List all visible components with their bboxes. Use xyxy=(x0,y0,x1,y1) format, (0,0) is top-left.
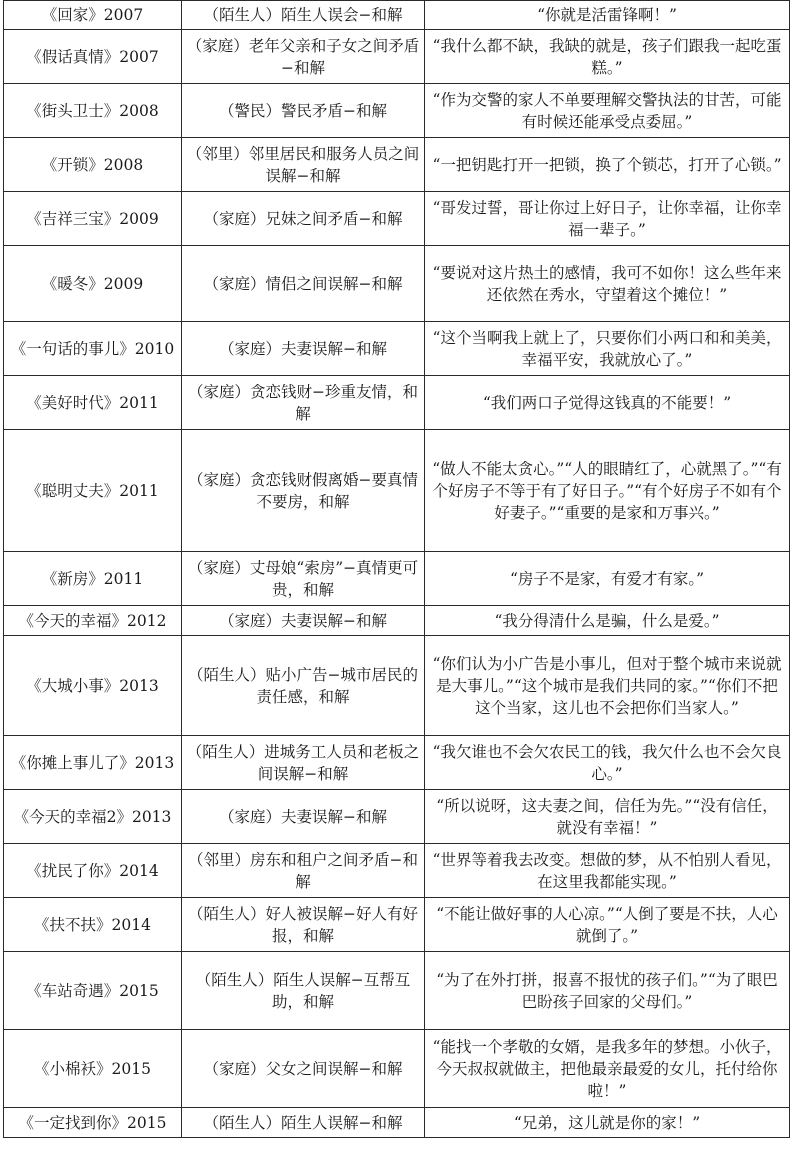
theme-cell: （家庭）夫妻误解−和解 xyxy=(182,790,425,844)
table-row xyxy=(4,322,790,376)
quote-cell: “做人不能太贪心。”“人的眼睛红了，心就黑了。”“有个好房子不等于有了好日子。”“有个好房子不如有个好妻子。”“重要的是家和万事兴。” xyxy=(425,430,790,552)
quote-cell: “你们认为小广告是小事儿，但对于整个城市来说就是大事儿。”“这个城市是我们共同的家。”“你们不把这个当家，这儿也不会把你们当家人。” xyxy=(425,636,790,736)
table-row xyxy=(4,606,790,636)
theme-cell: （家庭）老年父亲和子女之间矛盾−和解 xyxy=(182,30,425,84)
table-row xyxy=(4,1030,790,1108)
title-cell: 《开锁》2008 xyxy=(4,138,182,192)
table-row xyxy=(4,636,790,736)
table-row xyxy=(4,246,790,322)
theme-cell: （警民）警民矛盾−和解 xyxy=(182,84,425,138)
title-cell: 《小棉袄》2015 xyxy=(4,1030,182,1108)
theme-cell: （家庭）情侣之间误解−和解 xyxy=(182,246,425,322)
quote-cell: “哥发过誓，哥让你过上好日子，让你幸福，让你幸福一辈子。” xyxy=(425,192,790,246)
title-cell: 《今天的幸福》2012 xyxy=(4,606,182,636)
quote-cell: “我分得清什么是骗，什么是爱。” xyxy=(425,606,790,636)
quote-cell: “房子不是家，有爱才有家。” xyxy=(425,552,790,606)
quote-cell: “我欠谁也不会欠农民工的钱，我欠什么也不会欠良心。” xyxy=(425,736,790,790)
title-cell: 《美好时代》2011 xyxy=(4,376,182,430)
table-body xyxy=(4,1,790,1138)
quote-cell: “不能让做好事的人心凉。”“人倒了要是不扶，人心就倒了。” xyxy=(425,898,790,952)
quote-cell: “能找一个孝敬的女婿，是我多年的梦想。小伙子，今天叔叔就做主，把他最亲最爱的女儿，托付给你啦！” xyxy=(425,1030,790,1108)
table-row xyxy=(4,84,790,138)
title-cell: 《今天的幸福2》2013 xyxy=(4,790,182,844)
quote-cell: “作为交警的家人不单要理解交警执法的甘苦，可能有时候还能承受点委屈。” xyxy=(425,84,790,138)
table-row xyxy=(4,552,790,606)
quote-cell: “为了在外打拼，报喜不报忧的孩子们。”“为了眼巴巴盼孩子回家的父母们。” xyxy=(425,952,790,1030)
theme-cell: （家庭）夫妻误解−和解 xyxy=(182,606,425,636)
title-cell: 《一句话的事儿》2010 xyxy=(4,322,182,376)
theme-cell: （陌生人）陌生人误会−和解 xyxy=(182,1,425,30)
quote-cell: “要说对这片热土的感情，我可不如你！这么些年来还依然在秀水，守望着这个摊位！” xyxy=(425,246,790,322)
title-cell: 《车站奇遇》2015 xyxy=(4,952,182,1030)
theme-cell: （邻里）邻里居民和服务人员之间误解−和解 xyxy=(182,138,425,192)
title-cell: 《一定找到你》2015 xyxy=(4,1108,182,1138)
table-row xyxy=(4,790,790,844)
table-row xyxy=(4,376,790,430)
title-cell: 《街头卫士》2008 xyxy=(4,84,182,138)
title-cell: 《大城小事》2013 xyxy=(4,636,182,736)
quote-cell: “这个当啊我上就上了，只要你们小两口和和美美，幸福平安，我就放心了。” xyxy=(425,322,790,376)
title-cell: 《吉祥三宝》2009 xyxy=(4,192,182,246)
table-row xyxy=(4,736,790,790)
theme-cell: （家庭）丈母娘“索房”−真情更可贵，和解 xyxy=(182,552,425,606)
quote-cell: “我们两口子觉得这钱真的不能要！” xyxy=(425,376,790,430)
quote-cell: “兄弟，这儿就是你的家！” xyxy=(425,1108,790,1138)
quote-cell: “一把钥匙打开一把锁，换了个锁芯，打开了心锁。” xyxy=(425,138,790,192)
theme-cell: （家庭）夫妻误解−和解 xyxy=(182,322,425,376)
table-row xyxy=(4,192,790,246)
sketch-table xyxy=(3,0,790,1138)
table-row xyxy=(4,138,790,192)
theme-cell: （家庭）贪恋钱财假离婚−要真情不要房，和解 xyxy=(182,430,425,552)
table-row xyxy=(4,844,790,898)
quote-cell: “你就是活雷锋啊！” xyxy=(425,1,790,30)
theme-cell: （陌生人）陌生人误解−互帮互助，和解 xyxy=(182,952,425,1030)
theme-cell: （家庭）父女之间误解−和解 xyxy=(182,1030,425,1108)
theme-cell: （家庭）贪恋钱财−珍重友情，和解 xyxy=(182,376,425,430)
title-cell: 《你摊上事儿了》2013 xyxy=(4,736,182,790)
theme-cell: （陌生人）陌生人误解−和解 xyxy=(182,1108,425,1138)
quote-cell: “世界等着我去改变。想做的梦，从不怕别人看见，在这里我都能实现。” xyxy=(425,844,790,898)
quote-cell: “我什么都不缺，我缺的就是，孩子们跟我一起吃蛋糕。” xyxy=(425,30,790,84)
theme-cell: （家庭）兄妹之间矛盾−和解 xyxy=(182,192,425,246)
title-cell: 《假话真情》2007 xyxy=(4,30,182,84)
table-row xyxy=(4,898,790,952)
table-row xyxy=(4,952,790,1030)
title-cell: 《聪明丈夫》2011 xyxy=(4,430,182,552)
title-cell: 《扶不扶》2014 xyxy=(4,898,182,952)
title-cell: 《暖冬》2009 xyxy=(4,246,182,322)
title-cell: 《扰民了你》2014 xyxy=(4,844,182,898)
table-row xyxy=(4,430,790,552)
theme-cell: （陌生人）好人被误解−好人有好报，和解 xyxy=(182,898,425,952)
title-cell: 《新房》2011 xyxy=(4,552,182,606)
theme-cell: （邻里）房东和租户之间矛盾−和解 xyxy=(182,844,425,898)
theme-cell: （陌生人）进城务工人员和老板之间误解−和解 xyxy=(182,736,425,790)
title-cell: 《回家》2007 xyxy=(4,1,182,30)
quote-cell: “所以说呀，这夫妻之间，信任为先。”“没有信任，就没有幸福！” xyxy=(425,790,790,844)
theme-cell: （陌生人）贴小广告−城市居民的责任感，和解 xyxy=(182,636,425,736)
table-row xyxy=(4,30,790,84)
table-row xyxy=(4,1,790,30)
table-row xyxy=(4,1108,790,1138)
